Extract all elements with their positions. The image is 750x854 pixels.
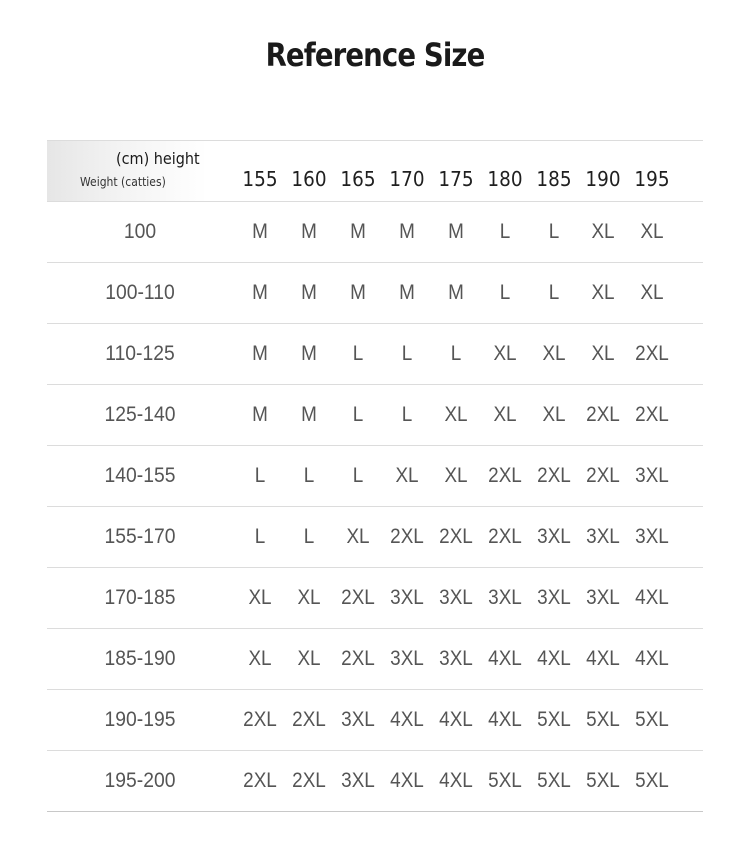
size-cell: 3XL: [586, 525, 620, 548]
height-header: 180: [487, 167, 523, 191]
size-cell: XL: [297, 647, 321, 670]
page-title: Reference Size: [265, 36, 485, 74]
size-cell: L: [254, 525, 266, 548]
size-cell: 4XL: [390, 769, 424, 792]
size-cell: L: [450, 342, 462, 365]
size-cell: 3XL: [635, 464, 669, 487]
size-cell: XL: [395, 464, 419, 487]
size-cell: L: [352, 464, 364, 487]
size-cell: 2XL: [586, 403, 620, 426]
size-cell: M: [252, 342, 268, 365]
weight-label: 195-200: [104, 769, 176, 792]
size-cell: 4XL: [537, 647, 571, 670]
size-cell: 5XL: [488, 769, 522, 792]
weight-label: 140-155: [104, 464, 176, 487]
size-cell: XL: [297, 586, 321, 609]
height-header: 160: [291, 167, 327, 191]
weight-axis-label: Weight (catties): [80, 175, 166, 189]
size-cell: XL: [591, 220, 615, 243]
size-cell: 5XL: [635, 708, 669, 731]
size-cell: M: [399, 281, 415, 304]
size-cell: XL: [444, 464, 468, 487]
size-cell: 2XL: [635, 403, 669, 426]
table-row: [47, 507, 703, 568]
size-cell: 3XL: [341, 708, 375, 731]
size-cell: XL: [493, 342, 517, 365]
size-cell: 5XL: [635, 769, 669, 792]
size-cell: 5XL: [586, 769, 620, 792]
size-cell: 4XL: [635, 647, 669, 670]
size-cell: 3XL: [488, 586, 522, 609]
size-cell: 4XL: [488, 708, 522, 731]
size-cell: 2XL: [243, 708, 277, 731]
height-header: 195: [634, 167, 670, 191]
size-cell: M: [301, 220, 317, 243]
size-cell: L: [401, 403, 413, 426]
size-cell: XL: [346, 525, 370, 548]
size-cell: 2XL: [635, 342, 669, 365]
height-header: 170: [389, 167, 425, 191]
table-row: [47, 385, 703, 446]
table-row: [47, 690, 703, 751]
size-cell: M: [448, 220, 464, 243]
size-cell: XL: [640, 220, 664, 243]
size-cell: 2XL: [341, 647, 375, 670]
size-cell: 2XL: [341, 586, 375, 609]
size-cell: XL: [640, 281, 664, 304]
size-cell: XL: [591, 281, 615, 304]
size-cell: 3XL: [439, 586, 473, 609]
height-header: 165: [340, 167, 376, 191]
height-header: 155: [242, 167, 278, 191]
size-cell: L: [303, 464, 315, 487]
size-cell: 4XL: [586, 647, 620, 670]
height-axis-label: (cm) height: [116, 149, 200, 168]
size-cell: 2XL: [488, 464, 522, 487]
size-cell: L: [548, 220, 560, 243]
size-cell: M: [350, 220, 366, 243]
size-cell: 2XL: [390, 525, 424, 548]
table-row: [47, 202, 703, 263]
size-cell: M: [301, 281, 317, 304]
table-row: [47, 629, 703, 690]
size-cell: 5XL: [537, 769, 571, 792]
table-row: [47, 751, 703, 812]
size-cell: L: [303, 525, 315, 548]
table-body: [47, 202, 703, 812]
weight-label: 100-110: [105, 281, 175, 304]
size-cell: 4XL: [635, 586, 669, 609]
table-row: [47, 263, 703, 324]
size-cell: 4XL: [439, 769, 473, 792]
size-cell: 3XL: [439, 647, 473, 670]
size-cell: M: [448, 281, 464, 304]
size-cell: L: [401, 342, 413, 365]
size-cell: XL: [542, 342, 566, 365]
size-cell: 3XL: [537, 586, 571, 609]
size-cell: L: [352, 342, 364, 365]
size-cell: M: [301, 403, 317, 426]
table-row: [47, 446, 703, 507]
weight-label: 185-190: [104, 647, 176, 670]
height-header: 185: [536, 167, 572, 191]
height-header: 190: [585, 167, 621, 191]
size-cell: XL: [444, 403, 468, 426]
corner-cell: [47, 141, 207, 201]
size-cell: 4XL: [488, 647, 522, 670]
size-cell: L: [499, 281, 511, 304]
size-cell: 3XL: [586, 586, 620, 609]
size-cell: 2XL: [537, 464, 571, 487]
size-cell: M: [252, 220, 268, 243]
size-table: [47, 140, 703, 812]
size-cell: 5XL: [586, 708, 620, 731]
weight-label: 110-125: [105, 342, 175, 365]
size-cell: 4XL: [439, 708, 473, 731]
size-cell: 5XL: [537, 708, 571, 731]
size-cell: M: [399, 220, 415, 243]
size-cell: 2XL: [439, 525, 473, 548]
size-cell: L: [352, 403, 364, 426]
size-cell: M: [301, 342, 317, 365]
size-cell: L: [548, 281, 560, 304]
height-header: 175: [438, 167, 474, 191]
size-cell: 4XL: [390, 708, 424, 731]
size-cell: 3XL: [341, 769, 375, 792]
size-cell: 3XL: [390, 647, 424, 670]
size-cell: 2XL: [586, 464, 620, 487]
size-cell: 3XL: [635, 525, 669, 548]
size-cell: L: [499, 220, 511, 243]
header-row: [47, 140, 703, 202]
weight-label: 125-140: [104, 403, 176, 426]
size-cell: XL: [542, 403, 566, 426]
size-cell: XL: [248, 586, 272, 609]
size-cell: M: [252, 281, 268, 304]
weight-label: 155-170: [104, 525, 176, 548]
size-cell: L: [254, 464, 266, 487]
size-cell: 2XL: [292, 769, 326, 792]
size-cell: XL: [591, 342, 615, 365]
size-cell: XL: [248, 647, 272, 670]
size-cell: XL: [493, 403, 517, 426]
table-row: [47, 324, 703, 385]
size-cell: 2XL: [292, 708, 326, 731]
table-row: [47, 568, 703, 629]
size-cell: 3XL: [537, 525, 571, 548]
size-cell: M: [350, 281, 366, 304]
size-cell: M: [252, 403, 268, 426]
weight-label: 190-195: [104, 708, 176, 731]
size-cell: 2XL: [488, 525, 522, 548]
weight-label: 170-185: [104, 586, 176, 609]
weight-label: 100: [123, 220, 157, 243]
size-cell: 3XL: [390, 586, 424, 609]
size-cell: 2XL: [243, 769, 277, 792]
